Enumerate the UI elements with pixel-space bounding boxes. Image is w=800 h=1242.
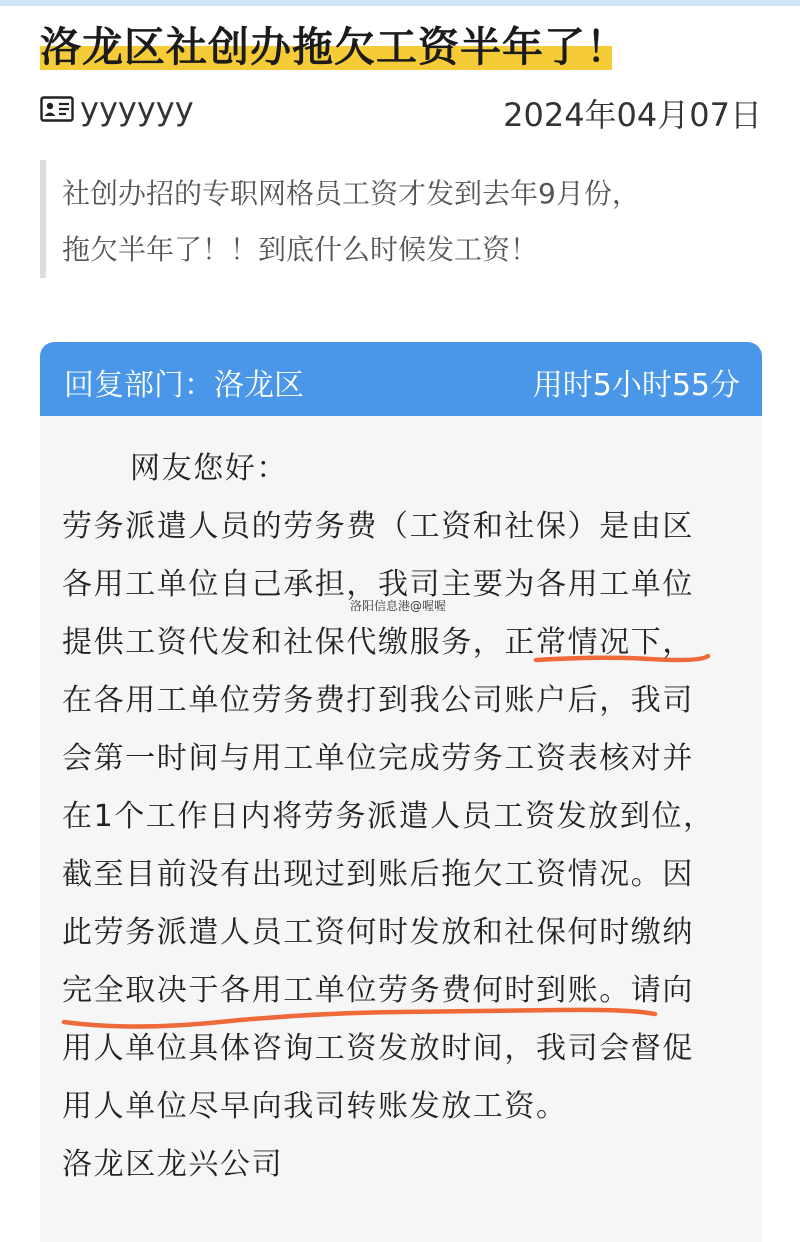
author-name[interactable]: yyyyyy	[80, 90, 194, 128]
page-title: 洛龙区社创办拖欠工资半年了！	[40, 23, 628, 71]
id-card-icon	[40, 96, 74, 122]
reply-line: 用人单位具体咨询工资发放时间，我司会督促	[62, 1031, 694, 1066]
reply-line: 完全取决于各用工单位劳务费何时到账。请向	[62, 973, 694, 1008]
reply-body	[62, 440, 752, 1194]
reply-line: 此劳务派遣人员工资何时发放和社保何时缴纳	[62, 915, 694, 950]
reply-line: 会第一时间与用工单位完成劳务工资表核对并	[62, 741, 694, 776]
quote-bar	[40, 160, 46, 278]
post-meta	[40, 88, 762, 132]
question-line: 拖欠半年了！！到底什么时候发工资！	[62, 233, 539, 266]
reply-time-used: 用时5小时55分	[532, 368, 740, 403]
reply-greeting: 网友您好：	[130, 451, 288, 486]
reply-line: 在各用工单位劳务费打到我公司账户后，我司	[62, 683, 694, 718]
reply-line: 各用工单位自己承担，我司主要为各用工单位	[62, 567, 694, 602]
reply-header	[40, 342, 762, 416]
reply-signature: 洛龙区龙兴公司	[62, 1147, 284, 1182]
top-strip	[0, 0, 800, 6]
question-text	[62, 166, 762, 278]
title-block	[40, 12, 628, 74]
reply-line: 截至目前没有出现过到账后拖欠工资情况。因	[62, 857, 694, 892]
reply-card	[40, 342, 762, 1242]
watermark-text: 洛阳信息港@喔喔	[350, 599, 447, 613]
reply-department: 回复部门：洛龙区	[64, 368, 304, 403]
post-date: 2024年04月07日	[503, 96, 762, 134]
reply-line: 在1个工作日内将劳务派遣人员工资发放到位，	[62, 799, 715, 834]
reply-line: 劳务派遣人员的劳务费（工资和社保）是由区	[62, 509, 694, 544]
question-quote	[40, 160, 762, 278]
question-line: 社创办招的专职网格员工资才发到去年9月份，	[62, 177, 640, 210]
reply-line: 用人单位尽早向我司转账发放工资。	[62, 1089, 568, 1124]
reply-line: 提供工资代发和社保代缴服务，正常情况下，	[62, 625, 694, 660]
